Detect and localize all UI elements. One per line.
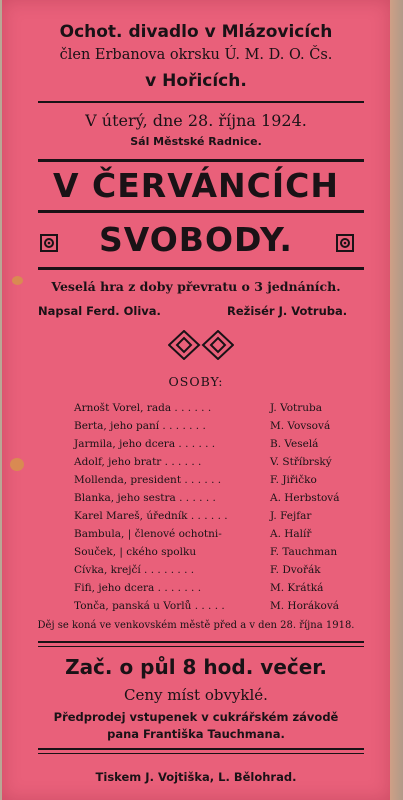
- diamond-ornament-icon: [168, 330, 234, 360]
- cast-actor: F. Jiřičko: [270, 474, 317, 486]
- cast-role: Berta, jeho paní . . . . . . .: [74, 420, 206, 432]
- cast-row: [74, 474, 374, 490]
- cast-actor: A. Herbstová: [270, 492, 340, 504]
- cast-role: Jarmila, jeho dcera . . . . . .: [74, 438, 216, 450]
- poster-sheet: [2, 0, 390, 800]
- director: Režisér J. Votruba.: [227, 304, 348, 318]
- cast-heading: OSOBY:: [168, 374, 224, 389]
- cast-role: Karel Mareš, úředník . . . . . .: [74, 510, 228, 522]
- divider-rule: [38, 641, 364, 643]
- author: Napsal Ferd. Oliva.: [38, 304, 161, 318]
- divider-rule: [38, 159, 364, 162]
- cast-role: Fifi, jeho dcera . . . . . . .: [74, 582, 202, 594]
- performance-date: V úterý, dne 28. října 1924.: [85, 111, 307, 130]
- cast-role: Arnošt Vorel, rada . . . . . .: [74, 402, 212, 414]
- header-theatre: Ochot. divadlo v Mlázovicích: [59, 22, 333, 42]
- divider-rule: [38, 267, 364, 270]
- presale-line2: pana Františka Tauchmana.: [107, 727, 285, 741]
- cast-row: [74, 420, 374, 436]
- header-member: člen Erbanova okrsku Ú. M. D. O. Čs.: [59, 47, 333, 63]
- cast-actor: M. Krátká: [270, 582, 324, 594]
- divider-rule: [38, 101, 364, 103]
- divider-rule: [38, 210, 364, 213]
- cast-row: [74, 492, 374, 508]
- divider-rule: [38, 646, 364, 647]
- cast-row: [74, 528, 374, 544]
- cast-role: Blanka, jeho sestra . . . . . .: [74, 492, 216, 504]
- venue: Sál Městské Radnice.: [130, 135, 262, 148]
- cast-actor: F. Dvořák: [270, 564, 321, 576]
- cast-role: Mollenda, president . . . . . .: [74, 474, 222, 486]
- cast-row: [74, 546, 374, 562]
- cast-row: [74, 600, 374, 616]
- cast-actor: B. Veselá: [270, 438, 319, 450]
- cast-role: Adolf, jeho bratr . . . . . .: [74, 456, 202, 468]
- cast-row: [74, 402, 374, 418]
- header-town: v Hořicích.: [145, 71, 247, 91]
- ornament-icon: [336, 234, 354, 252]
- cast-row: [74, 510, 374, 526]
- play-title-line2: SVOBODY.: [99, 220, 293, 259]
- start-time: Zač. o půl 8 hod. večer.: [65, 655, 327, 679]
- cast-role: Bambula, | členové ochotni-: [74, 528, 222, 540]
- divider-rule: [38, 753, 364, 754]
- cast-actor: V. Stříbrský: [270, 456, 332, 468]
- cast-row: [74, 456, 374, 472]
- cast-row: [74, 564, 374, 580]
- setting-note: Děj se koná ve venkovském městě před a v den 28. října 1918.: [37, 620, 355, 631]
- paper-stain: [10, 458, 24, 471]
- divider-rule: [38, 748, 364, 750]
- play-title-line1: V ČERVÁNCÍCH: [53, 166, 339, 205]
- cast-actor: M. Horáková: [270, 600, 340, 612]
- cast-actor: J. Fejfar: [270, 510, 312, 522]
- cast-actor: A. Halíř: [270, 528, 312, 540]
- ticket-prices: Ceny míst obvyklé.: [124, 686, 268, 704]
- cast-actor: M. Vovsová: [270, 420, 331, 432]
- cast-actor: J. Votruba: [270, 402, 322, 414]
- cast-row: [74, 438, 374, 454]
- cast-row: [74, 582, 374, 598]
- ornament-icon: [40, 234, 58, 252]
- cast-actor: F. Tauchman: [270, 546, 338, 558]
- cast-role: Cívka, krejčí . . . . . . . .: [74, 564, 195, 576]
- cast-role: Tonča, panská u Vorlů . . . . .: [74, 600, 225, 612]
- cast-role: Souček, | ckého spolku: [74, 546, 197, 558]
- presale-line1: Předprodej vstupenek v cukrářském závodě: [53, 710, 339, 724]
- printer-credit: Tiskem J. Vojtiška, L. Bělohrad.: [95, 770, 297, 784]
- background-edge: [390, 0, 403, 800]
- play-subtitle: Veselá hra z doby převratu o 3 jednáních.: [51, 279, 341, 294]
